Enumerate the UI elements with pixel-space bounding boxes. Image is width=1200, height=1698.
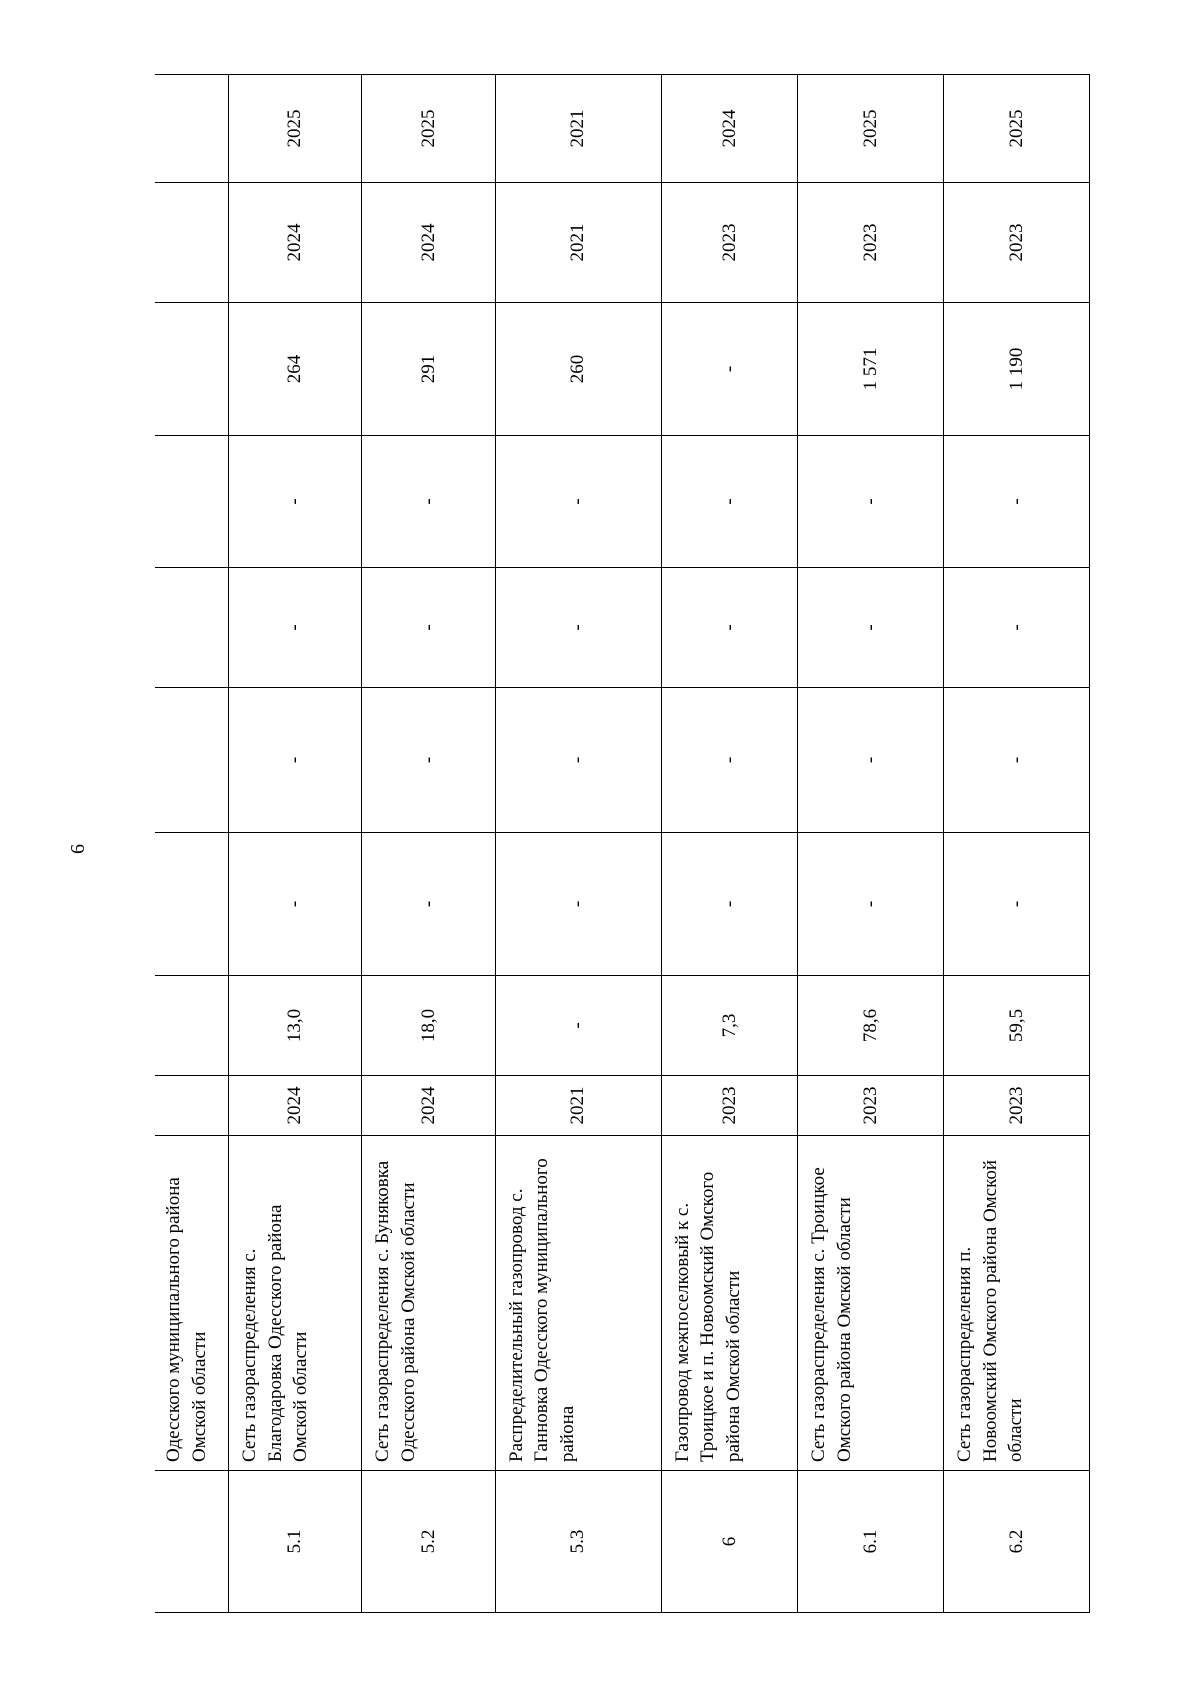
cell-start: 2023	[944, 183, 1090, 303]
cell-end: 2025	[944, 75, 1090, 183]
cell-col5: -	[944, 833, 1090, 976]
cell-col6: -	[661, 688, 798, 833]
cell-num: 5.2	[362, 1471, 495, 1613]
cell-col6: -	[798, 688, 944, 833]
cell-amount: 291	[362, 303, 495, 436]
cell-end: 2024	[661, 75, 798, 183]
cell-col7: -	[798, 568, 944, 688]
cell-end: 2025	[362, 75, 495, 183]
cell-end: 2025	[798, 75, 944, 183]
cell-col6: -	[362, 688, 495, 833]
cell-amount: 260	[495, 303, 661, 436]
cell-col8: -	[661, 436, 798, 568]
cell-col7: -	[495, 568, 661, 688]
cell-name: Одесского муниципального района Омской области	[155, 1136, 229, 1471]
table-container	[155, 75, 1090, 1613]
rotated-table	[155, 75, 1090, 1613]
cell-amount	[155, 303, 229, 436]
cell-end: 2025	[229, 75, 362, 183]
cell-start: 2024	[229, 183, 362, 303]
table-row	[362, 75, 495, 1613]
cell-year: 2023	[798, 1076, 944, 1136]
cell-col5: -	[661, 833, 798, 976]
cell-col5: -	[798, 833, 944, 976]
cell-amount: 1 190	[944, 303, 1090, 436]
cell-year: 2024	[229, 1076, 362, 1136]
cell-year: 2023	[661, 1076, 798, 1136]
cell-num: 5.1	[229, 1471, 362, 1613]
cell-start: 2023	[798, 183, 944, 303]
cell-col6: -	[495, 688, 661, 833]
cell-name: Распределительный газопровод с. Ганновка Одесского муниципального района	[495, 1136, 661, 1471]
cell-amount: 264	[229, 303, 362, 436]
cell-num: 6	[661, 1471, 798, 1613]
table-row	[229, 75, 362, 1613]
cell-num: 6.1	[798, 1471, 944, 1613]
cell-col5: -	[495, 833, 661, 976]
cell-start	[155, 183, 229, 303]
cell-length: 13,0	[229, 976, 362, 1076]
cell-col8: -	[495, 436, 661, 568]
cell-start: 2023	[661, 183, 798, 303]
cell-col5: -	[362, 833, 495, 976]
cell-col7: -	[661, 568, 798, 688]
cell-start: 2024	[362, 183, 495, 303]
cell-start: 2021	[495, 183, 661, 303]
cell-name: Сеть газораспределения с. Буняковка Одесского района Омской области	[362, 1136, 495, 1471]
page-number: 6	[67, 844, 89, 854]
table-row	[661, 75, 798, 1613]
cell-end: 2021	[495, 75, 661, 183]
cell-col6: -	[944, 688, 1090, 833]
cell-col7: -	[229, 568, 362, 688]
cell-length: -	[495, 976, 661, 1076]
cell-name: Сеть газораспределения с. Благодаровка Одесского района Омской области	[229, 1136, 362, 1471]
cell-end	[155, 75, 229, 183]
cell-num: 5.3	[495, 1471, 661, 1613]
cell-amount: 1 571	[798, 303, 944, 436]
cell-length	[155, 976, 229, 1076]
cell-col8: -	[798, 436, 944, 568]
cell-col7: -	[944, 568, 1090, 688]
cell-col8	[155, 436, 229, 568]
cell-length: 18,0	[362, 976, 495, 1076]
cell-length: 59,5	[944, 976, 1090, 1076]
cell-col8: -	[944, 436, 1090, 568]
table-row	[944, 75, 1090, 1613]
cell-col7: -	[362, 568, 495, 688]
table-row	[495, 75, 661, 1613]
cell-num: 6.2	[944, 1471, 1090, 1613]
cell-col5	[155, 833, 229, 976]
cell-col6	[155, 688, 229, 833]
cell-length: 78,6	[798, 976, 944, 1076]
cell-col5: -	[229, 833, 362, 976]
cell-year: 2024	[362, 1076, 495, 1136]
data-table	[155, 74, 1090, 1613]
cell-name: Сеть газораспределения с. Троицкое Омского района Омской области	[798, 1136, 944, 1471]
cell-col7	[155, 568, 229, 688]
cell-num	[155, 1471, 229, 1613]
cell-col8: -	[229, 436, 362, 568]
cell-col6: -	[229, 688, 362, 833]
cell-name: Сеть газораспределения п. Новоомский Омского района Омской области	[944, 1136, 1090, 1471]
cell-length: 7,3	[661, 976, 798, 1076]
table-row	[798, 75, 944, 1613]
cell-name: Газопровод межпоселковый к с. Троицкое и п. Новоомский Омского района Омской области	[661, 1136, 798, 1471]
cell-year	[155, 1076, 229, 1136]
cell-year: 2021	[495, 1076, 661, 1136]
cell-col8: -	[362, 436, 495, 568]
cell-amount: -	[661, 303, 798, 436]
cell-year: 2023	[944, 1076, 1090, 1136]
table-row-continuation	[155, 75, 229, 1613]
